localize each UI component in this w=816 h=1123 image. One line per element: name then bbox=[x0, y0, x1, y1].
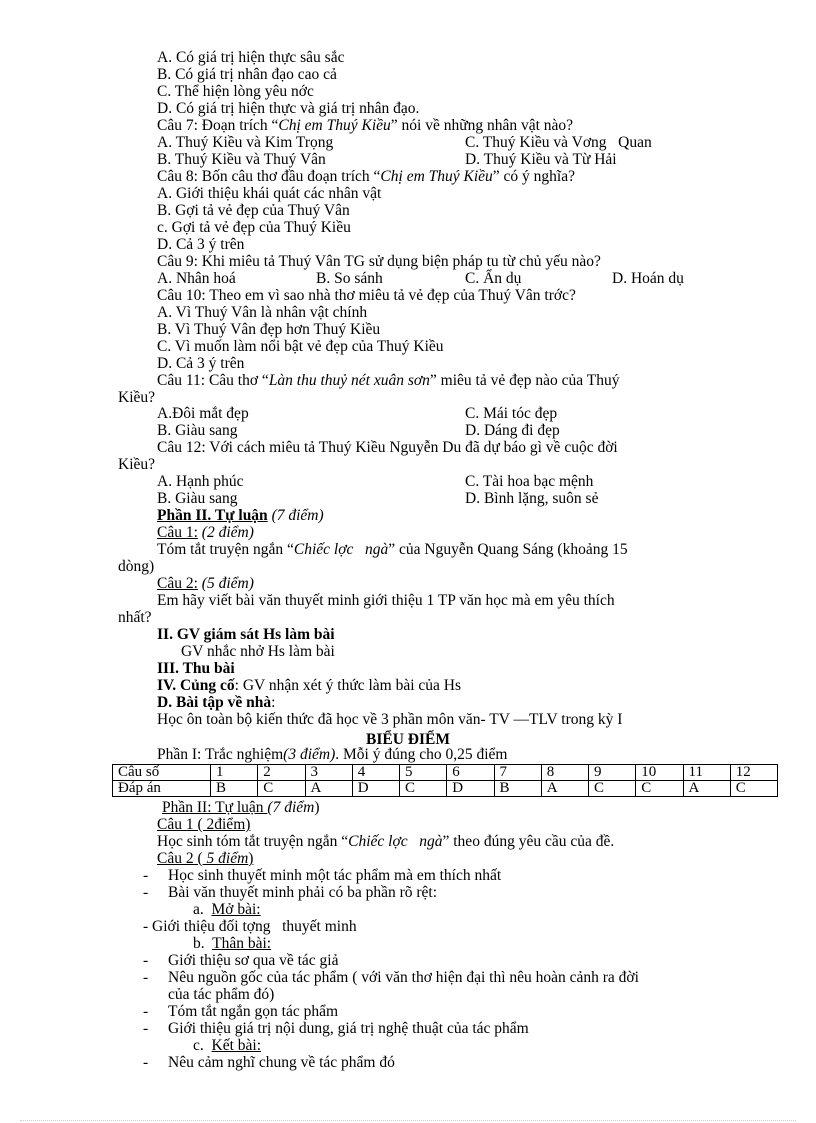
q7-option-b: B. Thuý Kiều và Thuý Vân bbox=[157, 151, 326, 168]
rubric-c1-text bbox=[157, 834, 614, 851]
table-cell: 10 bbox=[636, 765, 683, 781]
q12-option-d: D. Bình lặng, suôn sẻ bbox=[465, 490, 599, 507]
part2-c1-text bbox=[157, 542, 628, 559]
table-cell: A bbox=[683, 781, 730, 797]
table-cell: A bbox=[305, 781, 352, 797]
table-cell: 4 bbox=[352, 765, 399, 781]
step-4-title: IV. Củng cố bbox=[157, 677, 235, 694]
rubric-title: BIỂU ĐIỂM bbox=[366, 731, 450, 748]
part2-c2-heading bbox=[157, 576, 254, 593]
page-bottom-divider bbox=[20, 1120, 796, 1121]
question-12: Câu 12: Với cách miêu tả Thuý Kiều Nguyễn Du đã dự báo gì về cuộc đời bbox=[157, 439, 618, 456]
rubric-c2-label-c: ) bbox=[248, 850, 254, 867]
part2-c2-text: Em hãy viết bài văn thuyết minh giới thiệu 1 TP văn học mà em yêu thích bbox=[157, 592, 615, 609]
table-cell: B bbox=[494, 781, 541, 797]
q6-option-d: D. Có giá trị hiện thực và giá trị nhân đạo. bbox=[157, 100, 420, 117]
q11-option-d: D. Dáng đi đẹp bbox=[465, 422, 560, 439]
step-5-colon: : bbox=[271, 694, 276, 711]
q8-option-c: c. Gợi tả vẻ đẹp của Thuý Kiều bbox=[157, 219, 351, 236]
rubric-c1-suffix: ” theo đúng yêu cầu của đề. bbox=[442, 833, 615, 850]
q8-option-b: B. Gợi tả vẻ đẹp của Thuý Vân bbox=[157, 202, 350, 219]
rubric-part1-prefix: Phần I: Trắc nghiệm bbox=[157, 746, 284, 763]
rubric-section-c bbox=[193, 1038, 261, 1055]
rubric-section-b bbox=[193, 936, 271, 953]
rubric-part1 bbox=[157, 747, 507, 764]
step-5-title: D. Bài tập về nhà bbox=[157, 694, 272, 711]
q11-quote: Làn thu thuỷ nét xuân sơn bbox=[268, 372, 430, 389]
rubric-part2 bbox=[162, 800, 320, 817]
q6-option-a: A. Có giá trị hiện thực sâu sắc bbox=[157, 49, 345, 66]
table-row bbox=[113, 765, 778, 781]
rubric-c1-story-title: Chiếc lợc ngà bbox=[348, 833, 443, 850]
q7-title: Chị em Thuý Kiều bbox=[278, 117, 391, 134]
step-2-text: GV nhắc nhở Hs làm bài bbox=[181, 643, 335, 660]
q8-prefix: Câu 8: Bốn câu thơ đầu đoạn trích “ bbox=[157, 168, 381, 185]
bullet-dash: - bbox=[143, 952, 149, 969]
q8-title: Chị em Thuý Kiều bbox=[380, 168, 493, 185]
section-a-title: Mở bài: bbox=[211, 901, 261, 918]
q6-option-b: B. Có giá trị nhân đạo cao cả bbox=[157, 66, 337, 83]
rubric-section-a bbox=[193, 902, 261, 919]
table-cell: C bbox=[636, 781, 683, 797]
q9-option-b: B. So sánh bbox=[316, 270, 383, 287]
q12-option-b: B. Giàu sang bbox=[157, 490, 238, 507]
table-cell: 5 bbox=[400, 765, 447, 781]
q8-suffix: ” có ý nghĩa? bbox=[492, 168, 575, 185]
rubric-part2-prefix: Phần II: Tự luận bbox=[162, 799, 268, 816]
table-cell: 3 bbox=[305, 765, 352, 781]
c1-story-title: Chiếc lợc ngà bbox=[293, 541, 389, 558]
q10-option-a: A. Vì Thuý Vân là nhân vật chính bbox=[157, 304, 368, 321]
q8-option-d: D. Cả 3 ý trên bbox=[157, 236, 245, 253]
step-4 bbox=[157, 678, 461, 695]
q11-suffix: ” miêu tả vẻ đẹp nào của Thuý bbox=[429, 372, 620, 389]
answer-key-table bbox=[112, 764, 778, 797]
q9-option-d: D. Hoán dụ bbox=[612, 270, 684, 287]
q9-option-a: A. Nhân hoá bbox=[157, 270, 236, 287]
rubric-c2-label-a: Câu 2 ( bbox=[157, 850, 203, 867]
step-2-title: II. GV giám sát Hs làm bài bbox=[157, 626, 335, 643]
rubric-bullet-7: Nêu cảm nghĩ chung về tác phẩm đó bbox=[168, 1054, 395, 1071]
section-b-label: b. bbox=[193, 935, 213, 952]
rubric-bullet-5: Tóm tắt ngắn gọn tác phẩm bbox=[168, 1003, 339, 1020]
rubric-bullet-2: Bài văn thuyết minh phải có ba phần rõ rệt: bbox=[168, 884, 438, 901]
question-11 bbox=[157, 373, 619, 390]
question-9: Câu 9: Khi miêu tả Thuý Vân TG sử dụng biện pháp tu từ chủ yếu nào? bbox=[157, 253, 601, 270]
table-cell: 7 bbox=[494, 765, 541, 781]
q11-option-b: B. Giàu sang bbox=[157, 422, 238, 439]
step-5-text: Học ôn toàn bộ kiến thức đã học về 3 phần môn văn- TV —TLV trong kỳ I bbox=[157, 711, 623, 728]
table-cell: 1 bbox=[211, 765, 258, 781]
q11-option-a: A.Đôi mắt đẹp bbox=[157, 405, 249, 422]
step-3-title: III. Thu bài bbox=[157, 660, 235, 677]
table-cell: C bbox=[258, 781, 305, 797]
rubric-part2-suffix: ) bbox=[314, 799, 320, 816]
section-c-label: c. bbox=[193, 1037, 212, 1054]
question-10: Câu 10: Theo em vì sao nhà thơ miêu tả vẻ đẹp của Thuý Vân trớc? bbox=[157, 287, 576, 304]
rubric-intro-line: - Giới thiệu đối tợng thuyết minh bbox=[143, 918, 357, 935]
rubric-bullet-3: Giới thiệu sơ qua về tác giả bbox=[168, 952, 339, 969]
rubric-c1-prefix: Học sinh tóm tắt truyện ngắn “ bbox=[157, 833, 349, 850]
table-cell: A bbox=[541, 781, 588, 797]
rubric-part1-suffix: . Mỗi ý đúng cho 0,25 điểm bbox=[335, 746, 508, 763]
q7-suffix: ” nói về những nhân vật nào? bbox=[390, 117, 574, 134]
q10-option-d: D. Cả 3 ý trên bbox=[157, 355, 245, 372]
q7-option-d: D. Thuý Kiều và Từ Hải bbox=[465, 151, 617, 168]
table-cell: 2 bbox=[258, 765, 305, 781]
rubric-c1-label: Câu 1 ( 2điểm) bbox=[157, 816, 251, 833]
table-row bbox=[113, 781, 778, 797]
table-cell: B bbox=[211, 781, 258, 797]
rubric-c2-label-points: 5 điểm bbox=[202, 850, 249, 867]
rubric-bullet-6: Giới thiệu giá trị nội dung, giá trị nghệ thuật của tác phẩm bbox=[168, 1020, 529, 1037]
bullet-dash: - bbox=[143, 969, 149, 986]
q9-option-c: C. Ẩn dụ bbox=[465, 270, 522, 287]
rubric-part2-points: (7 điểm bbox=[267, 799, 315, 816]
table-cell: 9 bbox=[589, 765, 636, 781]
table-cell: C bbox=[730, 781, 777, 797]
section-b-title: Thân bài: bbox=[212, 935, 272, 952]
q8-option-a: A. Giới thiệu khái quát các nhân vật bbox=[157, 185, 382, 202]
section-a-label: a. bbox=[193, 901, 212, 918]
q6-option-c: C. Thể hiện lòng yêu nớc bbox=[157, 83, 314, 100]
table-cell: C bbox=[400, 781, 447, 797]
c1-prefix: Tóm tắt truyện ngắn “ bbox=[157, 541, 294, 558]
q12-option-c: C. Tài hoa bạc mệnh bbox=[465, 473, 594, 490]
rubric-part1-points: (3 điểm) bbox=[283, 746, 336, 763]
bullet-dash: - bbox=[143, 867, 149, 884]
q11-prefix: Câu 11: Câu thơ “ bbox=[157, 372, 269, 389]
c2-label: Câu 2: bbox=[157, 575, 198, 592]
part2-c2-continuation: nhất? bbox=[118, 609, 152, 626]
part2-c1-continuation: dòng) bbox=[118, 558, 155, 575]
c1-label: Câu 1: bbox=[157, 524, 198, 541]
table-cell: 8 bbox=[541, 765, 588, 781]
q11-option-c: C. Mái tóc đẹp bbox=[465, 405, 558, 422]
q10-option-c: C. Vì muốn làm nổi bật vẻ đẹp của Thuý Kiều bbox=[157, 338, 444, 355]
q11-continuation: Kiều? bbox=[118, 389, 156, 406]
question-8 bbox=[157, 169, 575, 186]
c1-points: (2 điểm) bbox=[201, 524, 254, 541]
part2-heading bbox=[157, 508, 324, 525]
bullet-dash: - bbox=[143, 884, 149, 901]
q10-option-b: B. Vì Thuý Vân đẹp hơn Thuý Kiều bbox=[157, 321, 381, 338]
bullet-dash: - bbox=[143, 1054, 149, 1071]
table-cell: Câu số bbox=[113, 765, 211, 781]
rubric-bullet-4: Nêu nguồn gốc của tác phẩm ( với văn thơ hiện đại thì nêu hoàn cảnh ra đời bbox=[168, 969, 639, 986]
table-cell: Đáp án bbox=[113, 781, 211, 797]
table-cell: 11 bbox=[683, 765, 730, 781]
q7-prefix: Câu 7: Đoạn trích “ bbox=[157, 117, 279, 134]
bullet-dash: - bbox=[143, 1003, 149, 1020]
part2-points: (7 điểm) bbox=[271, 507, 324, 524]
step-4-text: : GV nhận xét ý thức làm bài của Hs bbox=[234, 677, 462, 694]
q12-continuation: Kiều? bbox=[118, 456, 156, 473]
section-c-title: Kết bài: bbox=[211, 1037, 262, 1054]
table-cell: C bbox=[589, 781, 636, 797]
table-cell: D bbox=[352, 781, 399, 797]
bullet-dash: - bbox=[143, 1020, 149, 1037]
rubric-bullet-4-cont: của tác phẩm đó) bbox=[168, 986, 275, 1003]
q12-option-a: A. Hạnh phúc bbox=[157, 473, 244, 490]
rubric-bullet-1: Học sinh thuyết minh một tác phẩm mà em thích nhất bbox=[168, 867, 502, 884]
q7-option-a: A. Thuý Kiều và Kim Trọng bbox=[157, 134, 334, 151]
rubric-c2-label bbox=[157, 851, 253, 868]
question-7 bbox=[157, 118, 573, 135]
table-cell: 12 bbox=[730, 765, 777, 781]
part2-title: Phần II. Tự luận bbox=[157, 507, 268, 524]
c1-suffix: ” của Nguyễn Quang Sáng (khoảng 15 bbox=[388, 541, 628, 558]
step-5 bbox=[157, 695, 275, 712]
q7-option-c: C. Thuý Kiều và Vơng Quan bbox=[465, 134, 652, 151]
part2-c1-heading bbox=[157, 525, 254, 542]
table-cell: 6 bbox=[447, 765, 494, 781]
c2-points: (5 điểm) bbox=[201, 575, 254, 592]
table-cell: D bbox=[447, 781, 494, 797]
